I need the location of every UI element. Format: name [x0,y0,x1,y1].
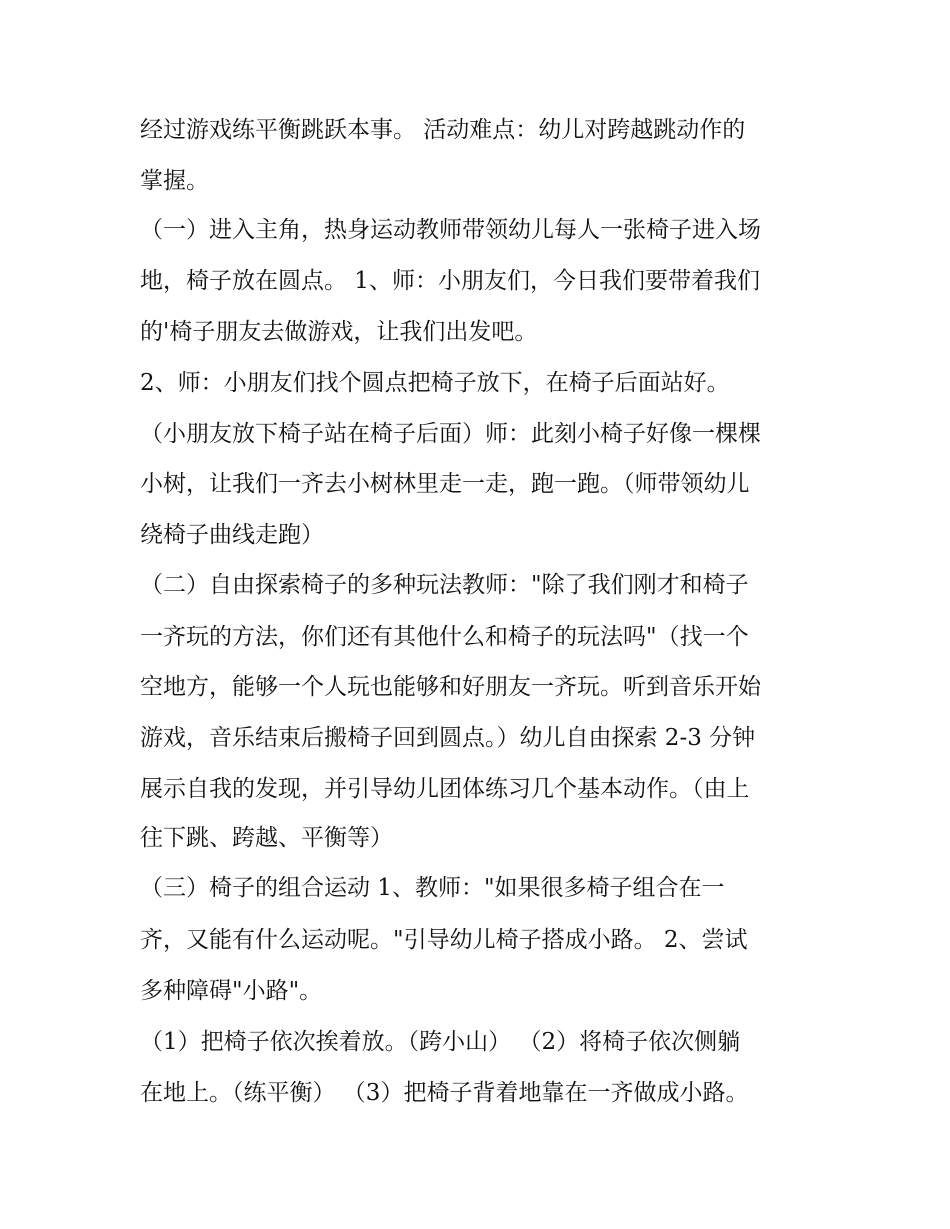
text-line: （小朋友放下椅子站在椅子后面）师：此刻小椅子好像一棵棵 [140,421,761,447]
text-line: （一）进入主角，热身运动教师带领幼儿每人一张椅子进入场 [140,217,761,243]
text-line: 经过游戏练平衡跳跃本事。 活动难点：幼儿对跨越跳动作的 [140,117,746,143]
text-line: 一齐玩的方法，你们还有其他什么和椅子的玩法吗"（找一个 [140,624,749,650]
text-line: 空地方，能够一个人玩也能够和好朋友一齐玩。听到音乐开始 [140,674,761,700]
text-line: 展示自我的发现，并引导幼儿团体练习几个基本动作。（由上 [140,776,750,802]
text-line: 齐，又能有什么运动呢。"引导幼儿椅子搭成小路。 2、尝试 [140,927,748,953]
text-line: 游戏，音乐结束后搬椅子回到圆点。）幼儿自由探索 2-3 分钟 [140,725,756,751]
text-line: （二）自由探索椅子的多种玩法教师："除了我们刚才和椅子 [140,572,749,598]
text-line: （三）椅子的组合运动 1、教师："如果很多椅子组合在一 [140,875,725,901]
text-line: 地，椅子放在圆点。 1、师：小朋友们，今日我们要带着我们 [140,268,760,294]
text-line: 的'椅子朋友去做游戏，让我们出发吧。 [140,319,538,345]
text-line: 2、师：小朋友们找个圆点把椅子放下，在椅子后面站好。 [140,370,730,396]
text-line: （1）把椅子依次挨着放。（跨小山） （2）将椅子依次侧躺 [140,1029,741,1055]
text-line: 掌握。 [140,168,209,194]
text-line: 往下跳、跨越、平衡等） [140,825,393,851]
text-line: 小树，让我们一齐去小树林里走一走，跑一跑。（师带领幼儿 [140,471,750,497]
text-line: 绕椅子曲线走跑） [140,522,324,548]
text-line: 多种障碍"小路"。 [140,978,323,1004]
text-line: 在地上。（练平衡） （3）把椅子背着地靠在一齐做成小路。 [140,1080,749,1106]
